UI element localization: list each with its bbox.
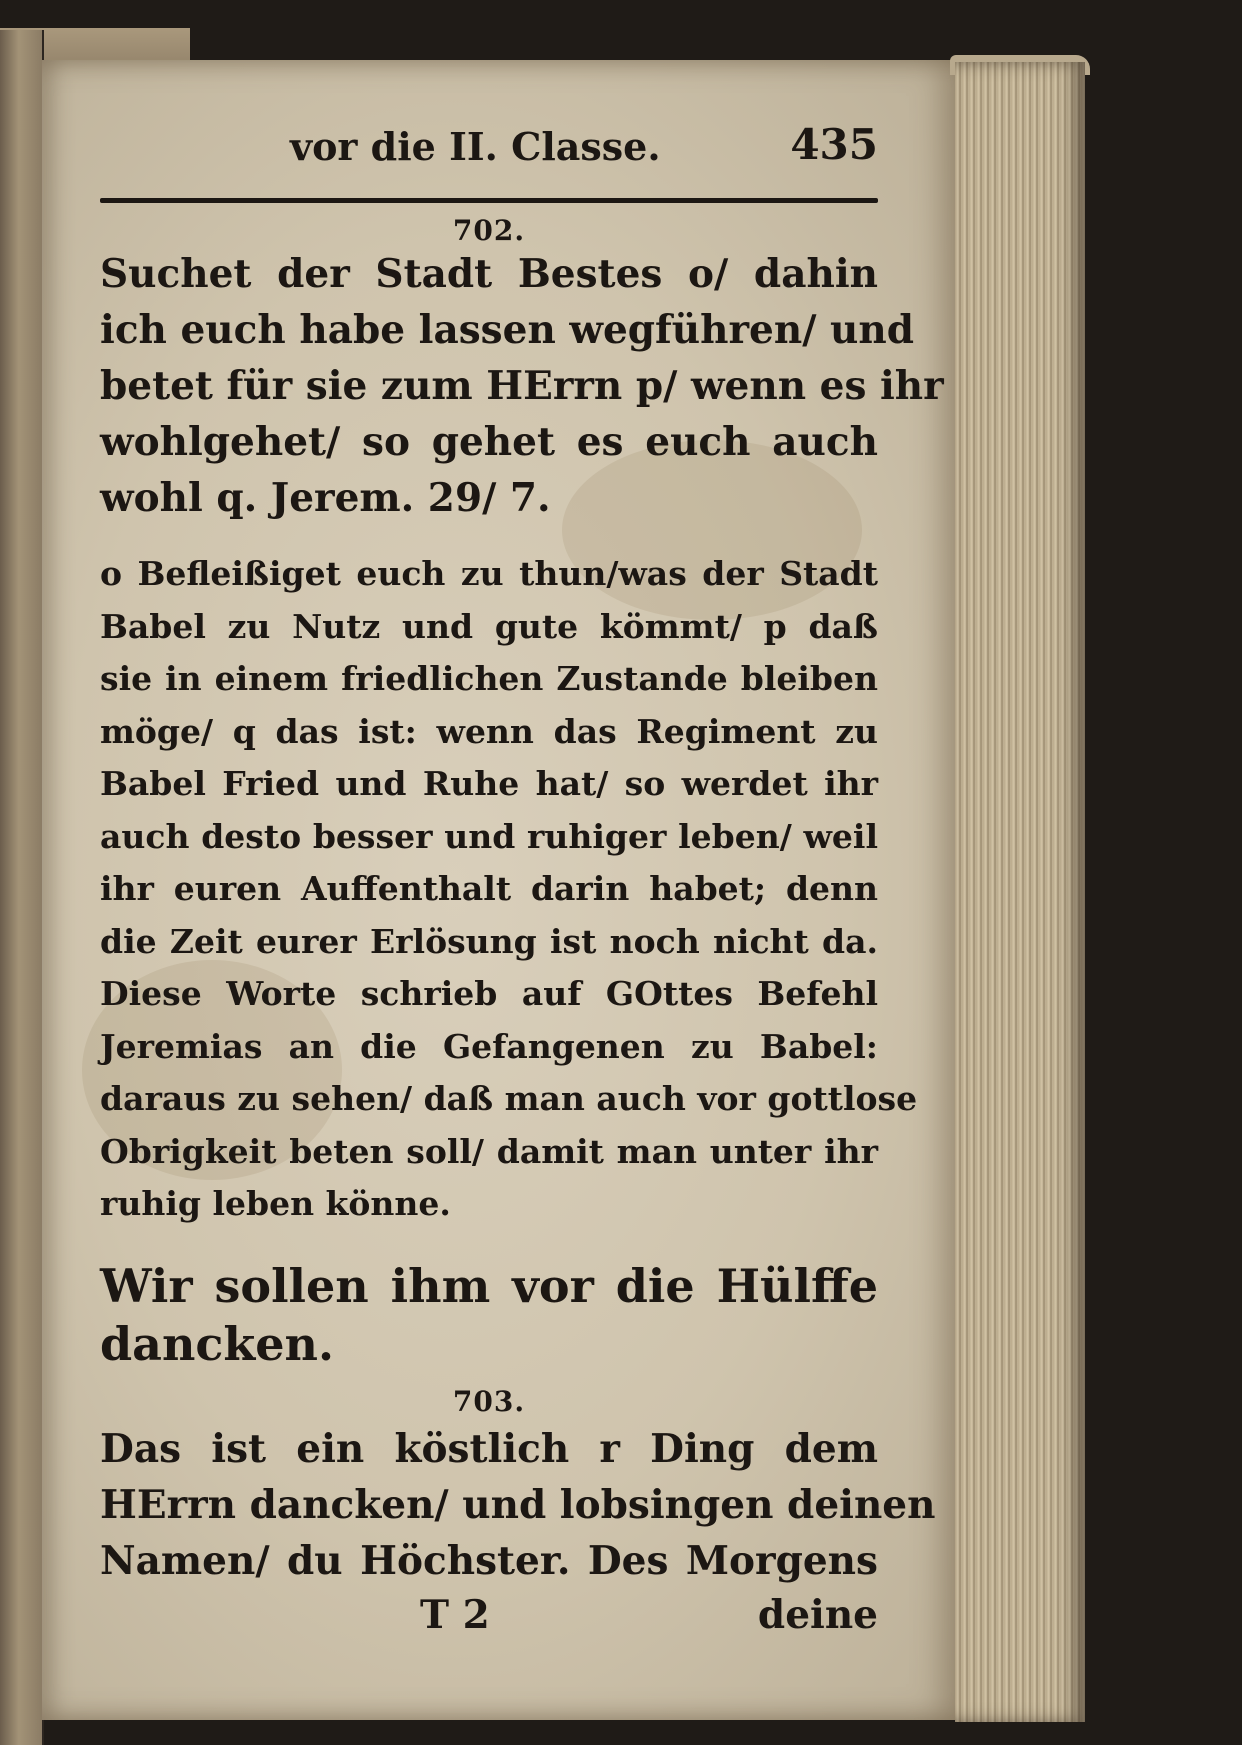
gloss-line: auch desto besser und ruhiger leben/ weil [100,816,878,856]
entry-number: 703. [452,1384,526,1418]
gloss-line: Obrigkeit beten soll/ damit man unter ihr [100,1131,878,1171]
heading-line: dancken. [100,1316,335,1371]
gloss-line: sie in einem friedlichen Zustande bleiben [100,659,878,698]
verse-text [100,246,944,526]
verse-line: wohl q. Jerem. 29/ 7. [100,475,551,521]
gloss-line: Diese Worte schrieb auf GOttes Befehl [100,974,878,1013]
left-page-edge [0,30,44,1745]
gloss-line: die Zeit eurer Erlösung ist noch nicht da. [100,921,878,961]
verse-line: betet für sie zum HErrn p/ wenn es ihr [100,363,944,409]
fore-edge [955,62,1085,1722]
verse-text [100,1421,936,1589]
gloss-line: Babel Fried und Ruhe hat/ so werdet ihr [100,764,878,803]
page-footer [100,1589,878,1641]
verse-line: wohlgehet/ so gehet es euch auch [100,419,878,465]
gloss-line: möge/ q das ist: wenn das Regiment zu [100,711,878,751]
page-text [100,110,944,1641]
gloss-line: Babel zu Nutz und gute kömmt/ p daß [100,606,878,646]
page-header [100,110,878,180]
gloss-text [100,548,918,1231]
heading-line: Wir sollen ihm vor die Hülffe [100,1258,878,1313]
entry-number: 702. [452,214,526,247]
verse-line: ich euch habe lassen wegführen/ und [100,307,915,353]
section-heading [100,1257,878,1373]
verse-line: Suchet der Stadt Bestes o/ dahin [100,251,878,297]
verse-line: Namen/ du Höchster. Des Morgens [100,1537,878,1584]
gloss-line: daraus zu sehen/ daß man auch vor gottlose [100,1079,918,1118]
verse-line: Das ist ein köstlich r Ding dem [100,1425,878,1472]
gloss-line: ihr euren Auffenthalt darin habet; denn [100,869,878,908]
page-number: 435 [790,120,878,169]
gloss-line: o Befleißiget euch zu thun/was der Stadt [100,554,878,593]
header-rule [100,198,878,203]
running-head: vor die II. Classe. [290,124,661,169]
catchword: deine [757,1591,878,1638]
gloss-line: Jeremias an die Gefangenen zu Babel: [100,1026,878,1066]
gloss-line: ruhig leben könne. [100,1184,451,1223]
signature-mark: T 2 [420,1591,490,1638]
verse-line: HErrn dancken/ und lobsingen deinen [100,1481,936,1528]
